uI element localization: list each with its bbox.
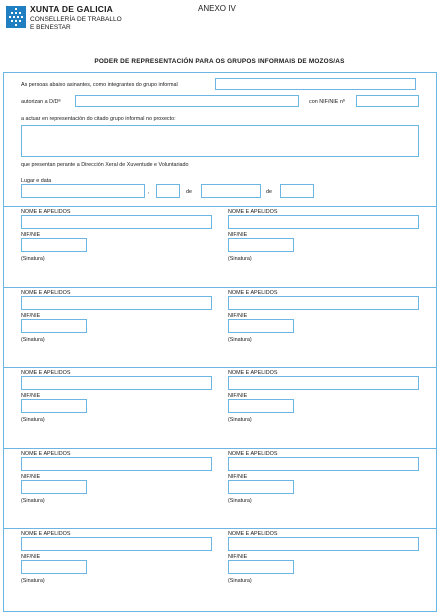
intro-label: As persoas abaixo asinantes, como integrantes do grupo informal — [21, 82, 178, 88]
signer-name-field[interactable] — [228, 457, 419, 471]
signer-name-field[interactable] — [228, 215, 419, 229]
signer-nif-label: NIF/NIE — [21, 313, 41, 319]
representative-nif-field[interactable] — [356, 95, 419, 107]
signer-nif-field[interactable] — [21, 319, 87, 333]
signer-nif-field[interactable] — [21, 560, 87, 574]
de-label-2: de — [266, 189, 272, 195]
signature-label: (Sinatura) — [21, 337, 45, 343]
project-label: a actuar en representación do citado grupo informal no proxecto: — [21, 116, 176, 122]
de-label-1: de — [186, 189, 192, 195]
signature-label: (Sinatura) — [21, 498, 45, 504]
signature-label: (Sinatura) — [21, 417, 45, 423]
signer-name-field[interactable] — [21, 537, 212, 551]
signer-nif-field[interactable] — [228, 399, 294, 413]
place-field[interactable] — [21, 184, 145, 198]
signer-nif-label: NIF/NIE — [228, 313, 248, 319]
signer-nif-label: NIF/NIE — [228, 554, 248, 560]
document-title: PODER DE REPRESENTACIÓN PARA OS GRUPOS INFORMAIS DE MOZOS/AS — [94, 58, 345, 65]
signer-name-label: NOME E APELIDOS — [228, 290, 278, 296]
comma-separator: , — [148, 189, 150, 195]
org-name: XUNTA DE GALICIA — [30, 4, 114, 14]
signer-nif-field[interactable] — [21, 238, 87, 252]
signer-name-field[interactable] — [228, 296, 419, 310]
signer-name-label: NOME E APELIDOS — [21, 290, 71, 296]
signer-nif-label: NIF/NIE — [21, 554, 41, 560]
signer-name-label: NOME E APELIDOS — [228, 370, 278, 376]
signer-name-field[interactable] — [21, 215, 212, 229]
signature-label: (Sinatura) — [21, 256, 45, 262]
signer-nif-field[interactable] — [21, 399, 87, 413]
nif-label: con NIF/NIE nº — [309, 99, 345, 105]
signature-label: (Sinatura) — [228, 256, 252, 262]
signer-nif-field[interactable] — [21, 480, 87, 494]
present-label: que presentan perante a Dirección Xeral de Xuventude e Voluntariado — [21, 162, 189, 168]
section-divider — [3, 367, 437, 368]
org-line-2: E BENESTAR — [30, 24, 71, 31]
signer-nif-label: NIF/NIE — [21, 393, 41, 399]
signer-name-label: NOME E APELIDOS — [21, 370, 71, 376]
signer-name-label: NOME E APELIDOS — [228, 531, 278, 537]
xunta-logo-icon — [6, 6, 26, 28]
signer-name-label: NOME E APELIDOS — [228, 451, 278, 457]
signer-name-label: NOME E APELIDOS — [21, 209, 71, 215]
signer-name-label: NOME E APELIDOS — [21, 451, 71, 457]
signature-label: (Sinatura) — [228, 498, 252, 504]
signer-name-field[interactable] — [21, 457, 212, 471]
signer-name-field[interactable] — [228, 537, 419, 551]
month-field[interactable] — [201, 184, 261, 198]
signer-nif-label: NIF/NIE — [21, 474, 41, 480]
signature-label: (Sinatura) — [228, 578, 252, 584]
signature-label: (Sinatura) — [228, 417, 252, 423]
signer-name-label: NOME E APELIDOS — [228, 209, 278, 215]
signer-nif-field[interactable] — [228, 480, 294, 494]
signer-nif-field[interactable] — [228, 319, 294, 333]
signer-nif-label: NIF/NIE — [228, 474, 248, 480]
signer-nif-field[interactable] — [228, 560, 294, 574]
place-date-label: Lugar e data — [21, 178, 52, 184]
signer-name-field[interactable] — [228, 376, 419, 390]
org-line-1: CONSELLERÍA DE TRABALLO — [30, 16, 122, 23]
signer-name-field[interactable] — [21, 296, 212, 310]
signer-name-label: NOME E APELIDOS — [21, 531, 71, 537]
section-divider — [3, 528, 437, 529]
signer-nif-field[interactable] — [228, 238, 294, 252]
section-divider — [3, 206, 437, 207]
signer-nif-label: NIF/NIE — [228, 232, 248, 238]
group-name-field[interactable] — [215, 78, 416, 90]
day-field[interactable] — [156, 184, 180, 198]
representative-name-field[interactable] — [75, 95, 299, 107]
year-field[interactable] — [280, 184, 314, 198]
authorize-label: autorizan a D/Dª — [21, 99, 61, 105]
annex-label: ANEXO IV — [198, 4, 236, 13]
signature-label: (Sinatura) — [21, 578, 45, 584]
signature-label: (Sinatura) — [228, 337, 252, 343]
signer-nif-label: NIF/NIE — [21, 232, 41, 238]
project-field[interactable] — [21, 125, 419, 157]
section-divider — [3, 287, 437, 288]
signer-name-field[interactable] — [21, 376, 212, 390]
signer-nif-label: NIF/NIE — [228, 393, 248, 399]
section-divider — [3, 448, 437, 449]
org-department — [30, 16, 122, 32]
